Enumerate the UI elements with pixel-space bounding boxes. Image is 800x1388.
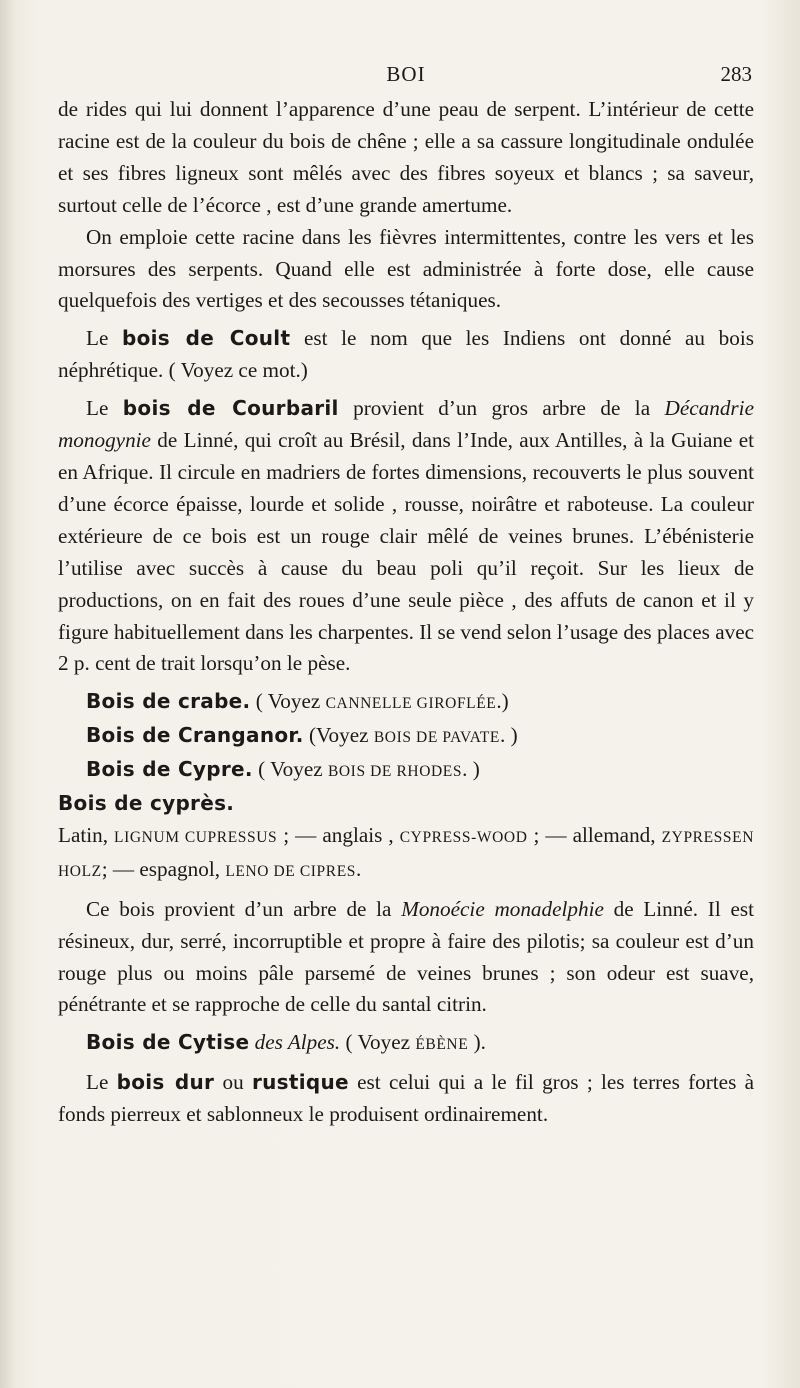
cross-reference: ÉBÈNE (415, 1036, 469, 1054)
entry-bois-de-crabe: Bois de crabe. ( Voyez CANNELLE GIROFLÉE.) (86, 689, 509, 714)
running-head: BOI (386, 62, 426, 86)
entry-term: Bois de Cranganor. (86, 723, 304, 748)
entry-bois-de-coult: Le bois de Coult est le nom que les Indiens ont donné au bois néphrétique. ( Voyez ce mot.) (58, 326, 754, 383)
cross-reference: BOIS DE RHODES (327, 763, 463, 781)
entry-term: Bois de Cypre. (86, 757, 253, 782)
entry-bois-de-cypre: Bois de Cypre. ( Voyez BOIS DE RHODES. ) (86, 757, 480, 782)
entry-bois-dur-rustique: Le bois dur ou rustique est celui qui a le fil gros ; les terres fortes à fonds pierreux et sablonneux le produisent ordinairement. (58, 1070, 755, 1127)
entry-term: bois de Courbaril (122, 396, 339, 421)
botanical-class: Monoécie monadelphie (401, 896, 604, 921)
page-number: 283 (720, 62, 752, 86)
synonyms-bois-de-cypres: Latin, LIGNUM CUPRESSUS ; — anglais , CYPRESS-WOOD ; — allemand, ZYPRESSEN HOLZ; — espagnol, LENO DE CIPRES. (58, 822, 754, 881)
entry-bois-de-courbaril: Le bois de Courbaril provient d’un gros arbre de la Décandrie monogynie de Linné, qui croît au Brésil, dans l’Inde, aux Antilles, à la Guiane et en Afrique. Il circule en madriers de fortes dimensions, recouverts le plus souvent d’une écorce épaisse, lourde et solide , rousse, noirâtre et raboteuse. La couleur extérieure de ce bois est un rouge clair mêlé de veines brunes. L’ébénisterie l’utilise avec succès à cause du beau poli qu’il reçoit. Sur les lieux de productions, on en fait des roues d’une seule pièce , des affuts de canon et il y figure habituellement dans les charpentes. Il se vend selon l’usage des places avec 2 p. cent de trait lorsqu’on le pèse. (58, 396, 754, 676)
entry-term: Bois de crabe. (86, 689, 251, 714)
paragraph-racine-description: de rides qui lui donnent l’apparence d’une peau de serpent. L’intérieur de cette racine est de la couleur du bois de chêne ; elle a sa cassure longitudinale ondulée et ses fibres ligneux sont mêlés avec des fibres soyeux et blancs ; sa saveur, surtout celle de l’écorce , est d’une grande amertume. (58, 97, 754, 217)
botanical-class: Décandrie monogynie (58, 396, 754, 453)
page-header (58, 52, 754, 94)
entry-term: rustique (251, 1070, 349, 1095)
entry-bois-de-cranganor: Bois de Cranganor. (Voyez BOIS DE PAVATE. ) (86, 723, 518, 748)
entry-term: bois de Coult (122, 326, 291, 351)
entry-term: bois dur (116, 1070, 215, 1095)
page-body (58, 94, 754, 1131)
entry-bois-de-cytise: Bois de Cytise des Alpes. ( Voyez ÉBÈNE ). (86, 1030, 486, 1055)
cross-reference: BOIS DE PAVATE (373, 729, 500, 747)
heading-bois-de-cypres: Bois de cyprès. (58, 791, 235, 816)
paragraph-racine-usage: On emploie cette racine dans les fièvres intermittentes, contre les vers et les morsures des serpents. Quand elle est administrée à forte dose, elle cause quelquefois des vertiges et des secousses tétaniques. (58, 224, 754, 313)
paragraph-cypres-description: Ce bois provient d’un arbre de la Monoécie monadelphie de Linné. Il est résineux, dur, serré, incorruptible et propre à faire des pilotis; sa couleur est d’un rouge plus ou moins pâle parsemé de veines brunes ; son odeur est suave, pénétrante et se rapproche de celle du santal citrin. (58, 896, 754, 1017)
cross-reference: CANNELLE GIROFLÉE (325, 695, 497, 713)
entry-term: Bois de Cytise (86, 1030, 250, 1055)
